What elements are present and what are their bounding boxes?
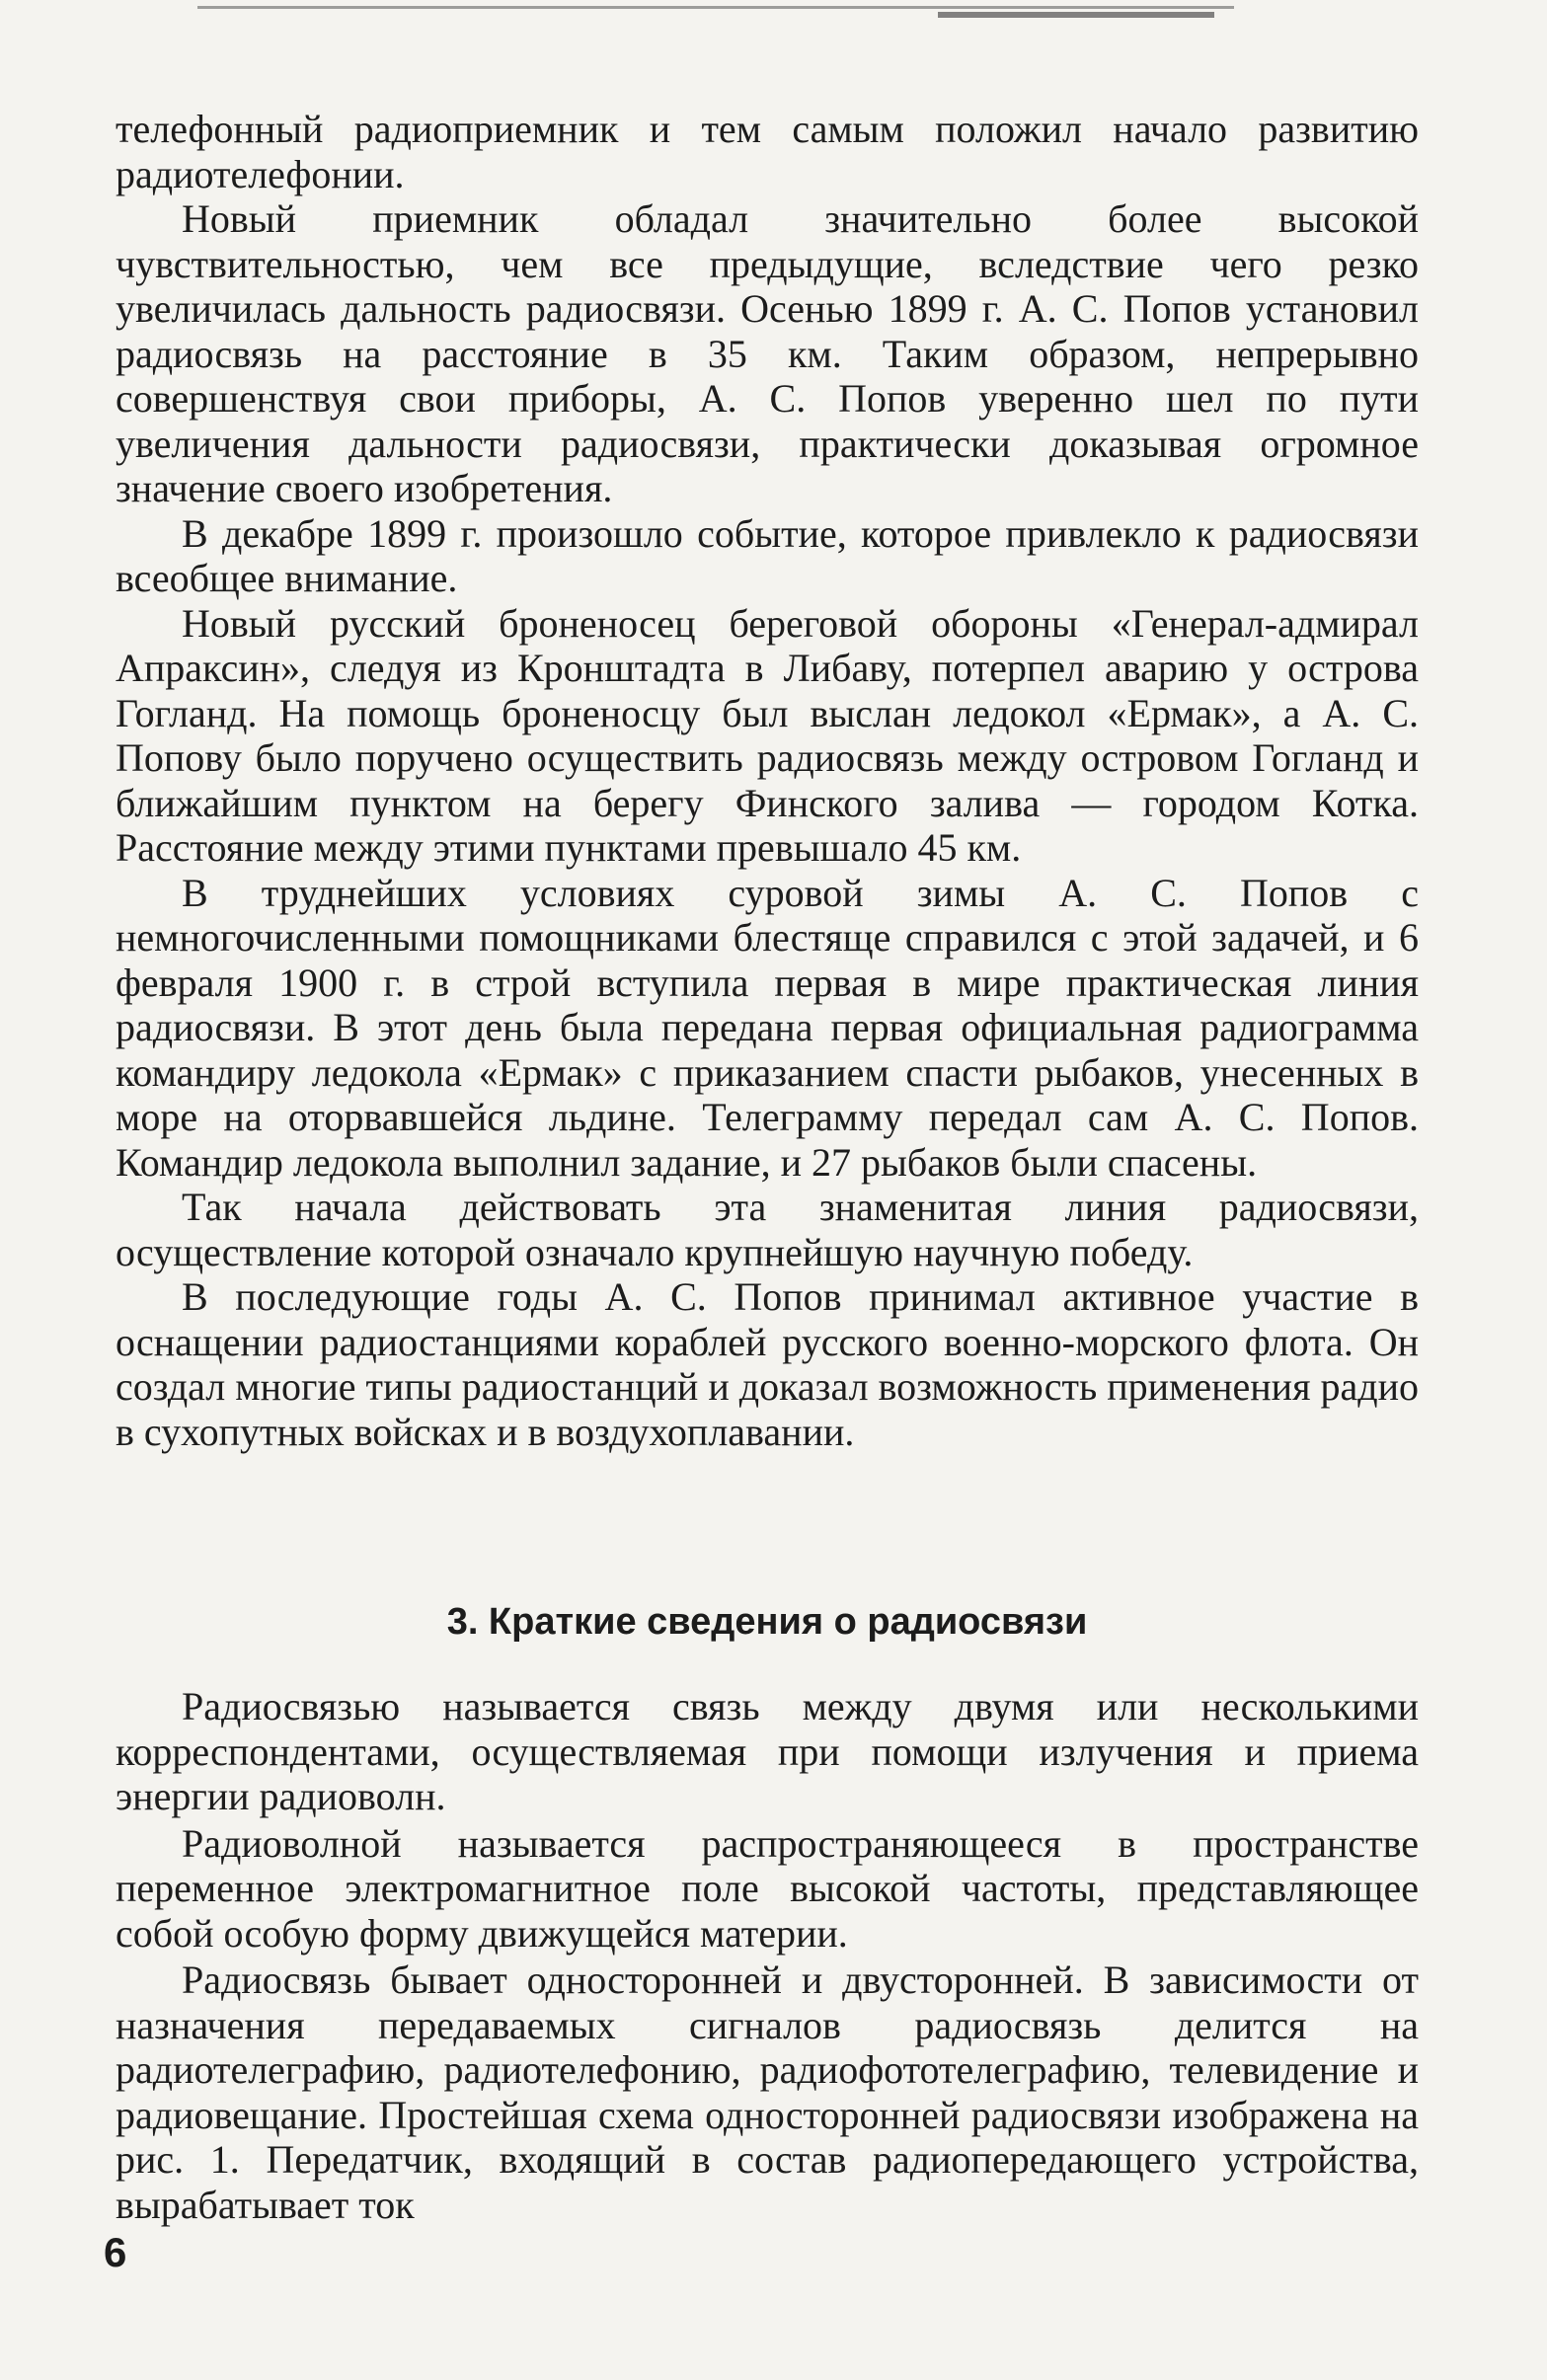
paragraph-9: Радиоволной называется распространяющееся в пространстве переменное электромагнитное поле высокой частоты, представляющее собой особую форму движущейся материи. xyxy=(116,1820,1419,1956)
paragraph-10: Радиосвязь бывает односторонней и двусторонней. В зависимости от назначения передаваемых сигналов радиосвязь делится на радиотелеграфию, радиотелефонию, радиофототелеграфию, телевидение и радиовещание. Простейшая схема односторонней радиосвязи изображена на рис. 1. Передатчик, входящий в состав радиопередающего устройства, вырабатывает ток xyxy=(116,1958,1419,2227)
paragraph-7: В последующие годы А. С. Попов принимал активное участие в оснащении радиостанциями кораблей русского военно-морского флота. Он создал многие типы радиостанций и доказал возможность применения радио в сухопутных войсках и в воздухоплавании. xyxy=(116,1274,1419,1454)
paragraph-6: Так начала действовать эта знаменитая линия радиосвязи, осуществление которой означало крупнейшую научную победу. xyxy=(116,1185,1419,1274)
page-number: 6 xyxy=(104,2229,127,2275)
top-scan-rule xyxy=(197,6,1234,9)
paragraph-2: Новый приемник обладал значительно более высокой чувствительностью, чем все предыдущие, вследствие чего резко увеличилась дальность радиосвязи. Осенью 1899 г. А. С. Попов установил радиосвязь на расстояние в 35 км. Таким образом, непрерывно совершенствуя свои приборы, А. С. Попов уверенно шел по пути увеличения дальности радиосвязи, практически доказывая огромное значение своего изобретения. xyxy=(116,196,1419,510)
paragraph-1: телефонный радиоприемник и тем самым положил начало развитию радиотелефонии. xyxy=(116,107,1419,196)
paragraph-8: Радиосвязью называется связь между двумя или несколькими корреспондентами, осуществляемая при помощи излучения и приема энергии радиоволн. xyxy=(116,1684,1419,1818)
body-text-after-heading xyxy=(116,1684,1419,2227)
paragraph-4: Новый русский броненосец береговой обороны «Генерал-адмирал Апраксин», следуя из Кронштадта в Либаву, потерпел аварию у острова Гогланд. На помощь броненосцу был выслан ледокол «Ермак», а А. С. Попову было поручено осуществить радиосвязь между островом Гогланд и ближайшим пунктом на берегу Финского залива — городом Котка. Расстояние между этими пунктами превышало 45 км. xyxy=(116,600,1419,870)
section-heading: 3. Краткие сведения о радиосвязи xyxy=(446,1601,1088,1643)
top-scan-mark xyxy=(938,12,1214,18)
body-text-before-heading xyxy=(116,107,1419,1454)
paragraph-3: В декабре 1899 г. произошло событие, которое привлекло к радиосвязи всеобщее внимание. xyxy=(116,510,1419,600)
paragraph-5: В труднейших условиях суровой зимы А. С. Попов с немногочисленными помощниками блестяще справился с этой задачей, и 6 февраля 1900 г. в строй вступила первая в мире практическая линия радиосвязи. В этот день была передана первая официальная радиограмма командиру ледокола «Ермак» с приказанием спасти рыбаков, унесенных в море на оторвавшейся льдине. Телеграмму передал сам А. С. Попов. Командир ледокола выполнил задание, и 27 рыбаков были спасены. xyxy=(116,870,1419,1185)
